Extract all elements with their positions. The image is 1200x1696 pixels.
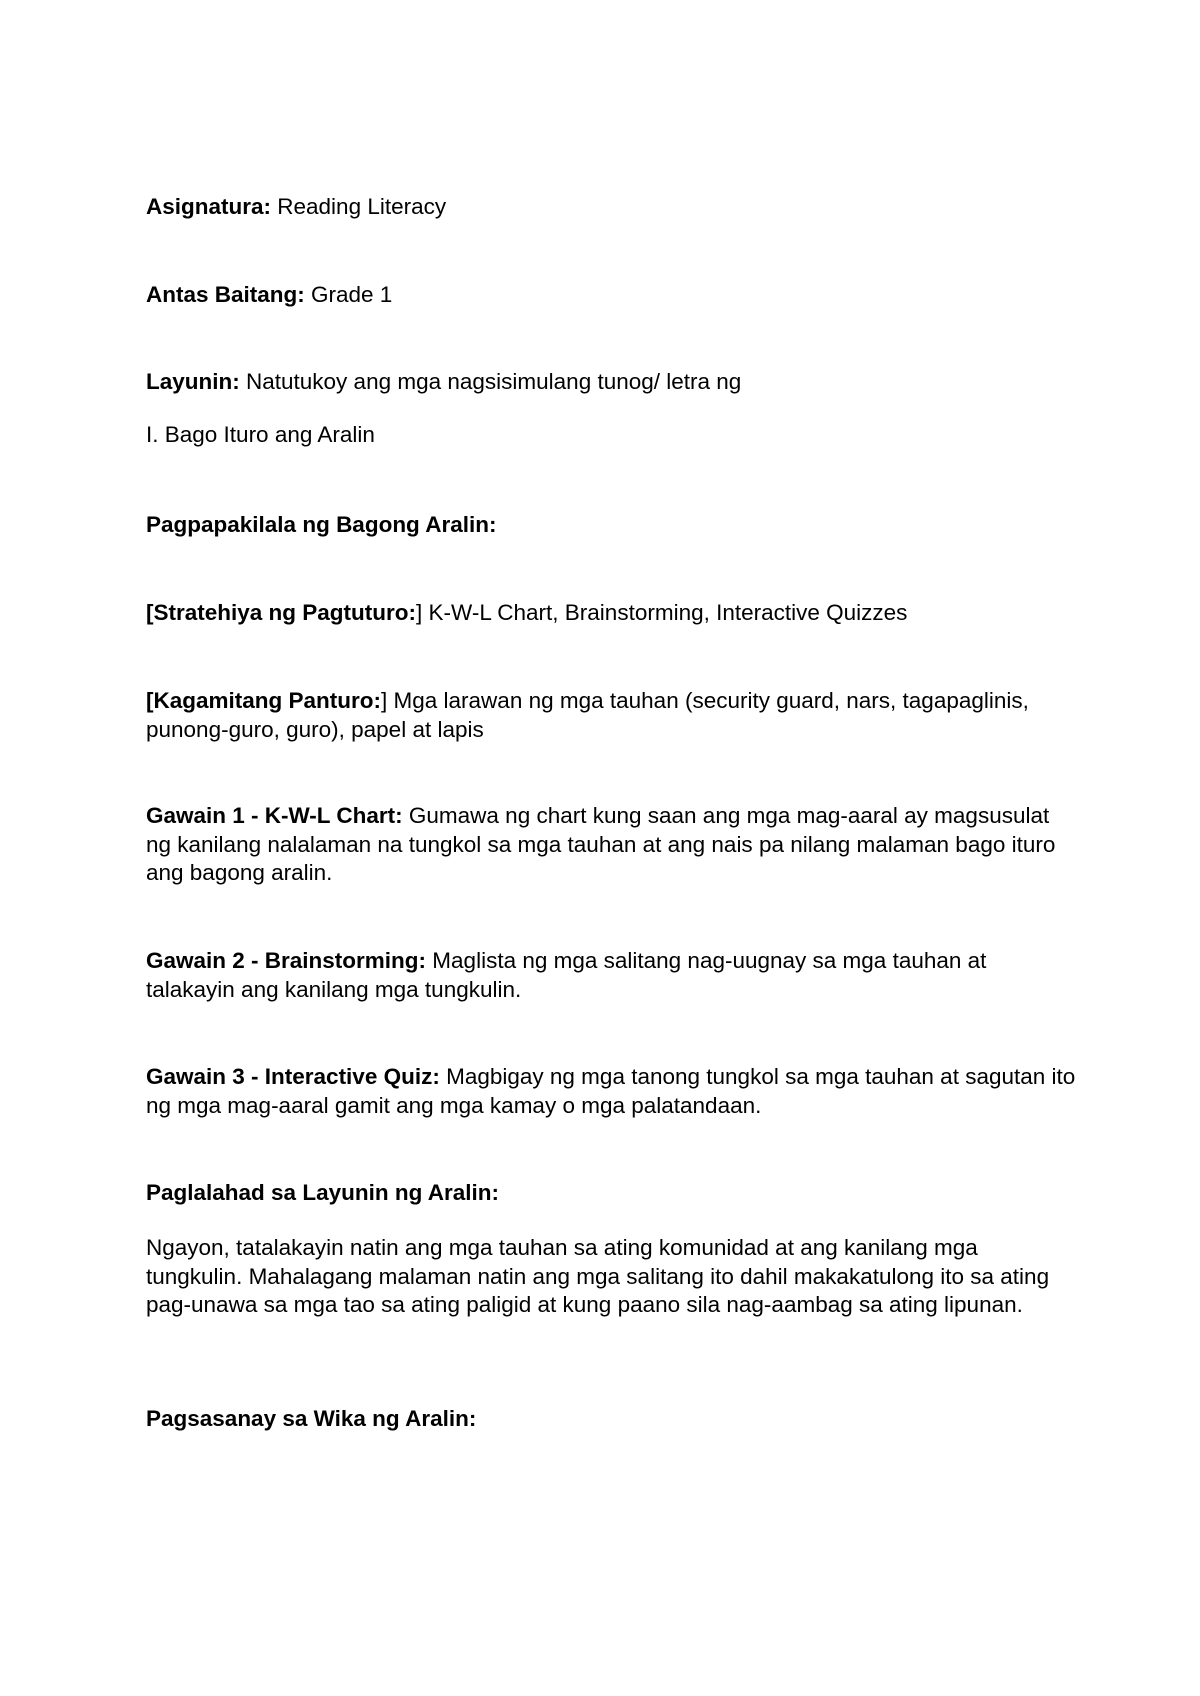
layunin-line: [146, 368, 1076, 397]
antas-baitang-label: Antas Baitang:: [146, 282, 305, 307]
stratehiya-label: [Stratehiya ng Pagtuturo:: [146, 600, 417, 625]
layunin-value: Natutukoy ang mga nagsisimulang tunog/ letra ng: [239, 369, 742, 394]
gawain-2-text: Maglista ng mga salitang nag-uugnay sa mga tauhan at talakayin ang kanilang mga tungkulin.: [146, 948, 987, 1002]
gawain-2-paragraph: [146, 947, 1076, 1004]
document-page: [146, 0, 1076, 1696]
antas-baitang-line: [146, 281, 1076, 310]
asignatura-value: Reading Literacy: [271, 194, 447, 219]
gawain-3-paragraph: [146, 1063, 1076, 1120]
pagsasanay-heading: Pagsasanay sa Wika ng Aralin:: [146, 1406, 477, 1431]
gawain-3-label: Gawain 3 - Interactive Quiz:: [146, 1064, 440, 1089]
stratehiya-line: [146, 599, 1076, 628]
gawain-1-text: Gumawa ng chart kung saan ang mga mag-aaral ay magsusulat ng kanilang nalalaman na tungkol sa mga tauhan at ang nais pa nilang malaman bago ituro ang bagong aralin.: [146, 803, 1056, 885]
paglalahad-heading: Paglalahad sa Layunin ng Aralin:: [146, 1180, 499, 1205]
asignatura-label: Asignatura:: [146, 194, 272, 219]
bago-ituro-line: I. Bago Ituro ang Aralin: [146, 422, 375, 447]
pagpapakilala-heading: Pagpapakilala ng Bagong Aralin:: [146, 512, 497, 537]
antas-baitang-value: Grade 1: [304, 282, 393, 307]
kagamitan-label: [Kagamitang Panturo:: [146, 688, 382, 713]
layunin-label: Layunin:: [146, 369, 240, 394]
stratehiya-value: ] K-W-L Chart, Brainstorming, Interactive Quizzes: [416, 600, 908, 625]
gawain-1-label: Gawain 1 - K-W-L Chart:: [146, 803, 403, 828]
paglalahad-paragraph: Ngayon, tatalakayin natin ang mga tauhan sa ating komunidad at ang kanilang mga tungkulin. Mahalagang malaman natin ang mga salitang ito dahil makakatulong ito sa ating pag-unawa sa mga tao sa ating paligid at kung paano sila nag-aambag sa ating lipunan.: [146, 1235, 1050, 1317]
gawain-1-paragraph: [146, 802, 1076, 888]
gawain-3-text: Magbigay ng mga tanong tungkol sa mga tauhan at sagutan ito ng mga mag-aaral gamit ang mga kamay o mga palatandaan.: [146, 1064, 1076, 1118]
asignatura-line: [146, 193, 1076, 222]
gawain-2-label: Gawain 2 - Brainstorming:: [146, 948, 427, 973]
kagamitan-value: ] Mga larawan ng mga tauhan (security guard, nars, tagapaglinis, punong-guro, guro), papel at lapis: [146, 688, 1029, 742]
kagamitan-paragraph: [146, 687, 1076, 744]
